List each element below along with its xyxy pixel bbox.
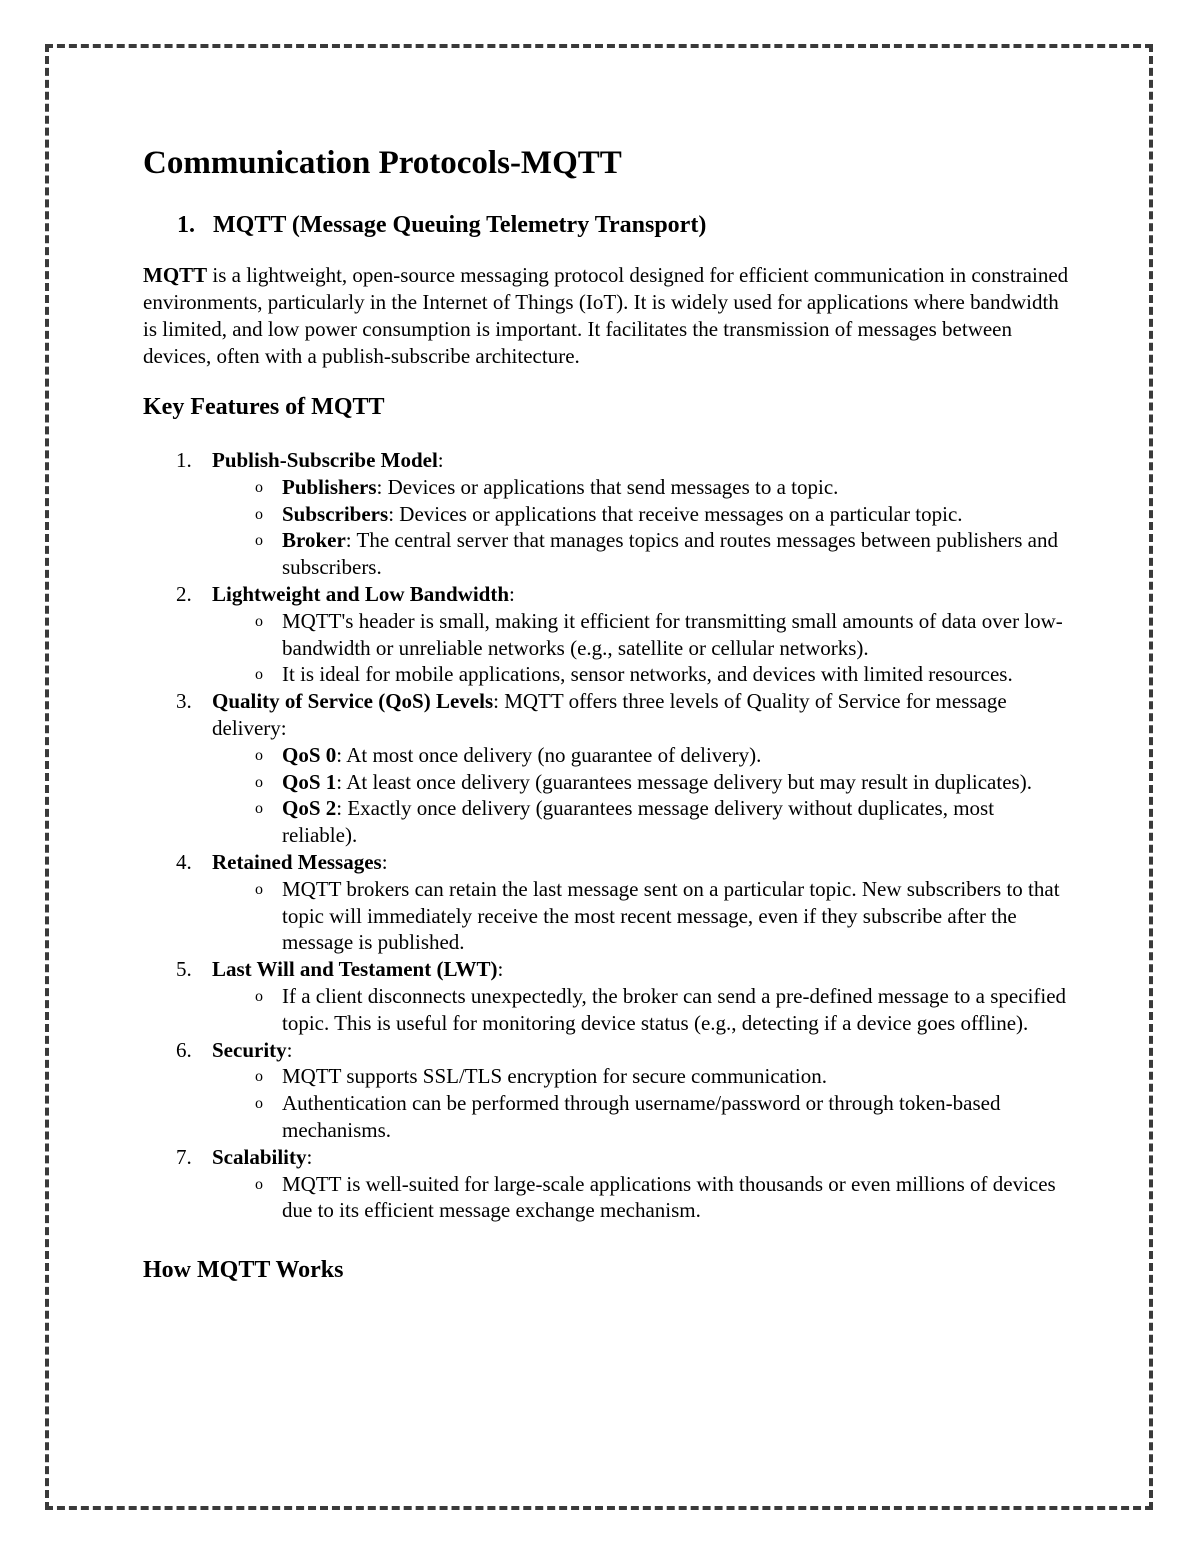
feature-title: Quality of Service (QoS) Levels [212,689,494,714]
feature-suffix: : [286,1037,293,1062]
bullet-circle-icon: o [255,800,263,818]
bullet-circle-icon: o [255,1175,263,1193]
bullet-item [212,608,1073,662]
feature-number: 6. [176,1037,192,1062]
feature-title: Retained Messages [212,849,382,874]
bullet-circle-icon: o [255,612,263,630]
feature-bullets [212,474,1073,581]
bullet-term: Publishers [282,474,377,499]
bullet-circle-icon: o [255,746,263,764]
bullet-item [212,661,1073,688]
feature-title: Security [212,1037,287,1062]
bullet-text: Authentication can be performed through username/password or through token-based mechanisms. [282,1091,1001,1142]
bullet-text: MQTT is well-suited for large-scale applications with thousands or even millions of devices due to its efficient message exchange mechanism. [282,1171,1056,1223]
bullet-circle-icon: o [255,505,263,523]
bullet-text: MQTT supports SSL/TLS encryption for secure communication. [282,1064,827,1089]
feature-item [143,581,1073,688]
feature-suffix: : [381,849,388,874]
feature-suffix: : [437,448,444,472]
bullet-term: QoS 2 [282,796,337,821]
feature-item [143,956,1073,1036]
intro-text: is a lightweight, open-source messaging protocol designed for efficient communication in constrained environments, particularly in the Internet of Things (IoT). It is widely used for applications where bandwidth is limited, and low power consumption is important. It facilitates the transmission of messages between devices, often with a publish-subscribe architecture. [143,263,1069,368]
bullet-term: Subscribers [282,501,389,526]
feature-suffix: : [509,581,515,606]
feature-title: Scalability [212,1144,307,1169]
bullet-item [212,795,1073,849]
bullet-item [212,742,1073,769]
section-title: MQTT (Message Queuing Telemetry Transport) [213,212,707,238]
feature-title: Publish-Subscribe Model [212,448,438,472]
bullet-text: : Exactly once delivery (guarantees message delivery without duplicates, most reliable). [282,796,995,848]
bullet-term: QoS 0 [282,742,337,767]
bullet-text: : At most once delivery (no guarantee of delivery). [336,742,762,767]
document-body [143,138,1073,1286]
feature-bullets [212,1063,1073,1143]
feature-suffix: : MQTT offers three levels of Quality of Service for message delivery: [212,689,1007,740]
feature-number: 4. [176,849,192,874]
bullet-text: : The central server that manages topics and routes messages between publishers and subscribers. [282,528,1058,580]
feature-suffix: : [497,957,504,982]
bullet-circle-icon: o [255,1068,263,1086]
bullet-text: MQTT brokers can retain the last message sent on a particular topic. New subscribers to that topic will immediately receive the most recent message, even if they subscribe after the message is published. [282,876,1060,955]
bullet-circle-icon: o [255,532,263,550]
feature-number: 1. [176,448,192,472]
bullet-text: : At least once delivery (guarantees message delivery but may result in duplicates). [336,769,1032,794]
bullet-circle-icon: o [255,773,263,791]
how-mqtt-works-heading: How MQTT Works [143,1257,344,1284]
feature-suffix: : [306,1144,313,1169]
bullet-circle-icon: o [255,880,263,898]
bullet-item [212,876,1073,956]
feature-title: Last Will and Testament (LWT) [212,957,498,982]
feature-item [143,1144,1073,1224]
bullet-item [212,1171,1073,1225]
bullet-text: If a client disconnects unexpectedly, the broker can send a pre-defined message to a specified topic. This is useful for monitoring device status (e.g., detecting if a device goes offline). [282,983,1067,1035]
bullet-text: MQTT's header is small, making it efficient for transmitting small amounts of data over low-bandwidth or unreliable networks (e.g., satellite or cellular networks). [282,608,1063,660]
feature-item [143,1037,1073,1144]
bullet-text: : Devices or applications that send messages to a topic. [376,474,839,499]
feature-bullets [212,876,1073,956]
feature-number: 5. [176,957,192,982]
bullet-circle-icon: o [255,478,263,496]
feature-item [143,447,1073,581]
intro-paragraph [143,262,1073,370]
bullet-item [212,1063,1073,1090]
bullet-item [212,501,1073,528]
bullet-circle-icon: o [255,666,263,684]
feature-item [143,849,1073,956]
feature-bullets [212,1171,1073,1225]
feature-bullets [212,742,1073,849]
bullet-term: Broker [282,528,346,553]
section-heading [177,208,1073,242]
bullet-item [212,1090,1073,1144]
feature-number: 3. [176,689,192,714]
section-number: 1. [177,212,195,238]
feature-number: 2. [176,581,192,606]
intro-bold-term: MQTT [143,263,208,287]
feature-title: Lightweight and Low Bandwidth [212,581,510,606]
bullet-item [212,527,1073,581]
bullet-text: : Devices or applications that receive messages on a particular topic. [388,501,963,526]
bullet-text: It is ideal for mobile applications, sensor networks, and devices with limited resources. [282,662,1013,687]
bullet-item [212,983,1073,1037]
feature-number: 7. [176,1144,192,1169]
feature-bullets [212,608,1073,688]
feature-item [143,688,1073,849]
key-features-heading: Key Features of MQTT [143,394,385,420]
bullet-circle-icon: o [255,987,263,1005]
bullet-item [212,474,1073,501]
features-list [143,447,1073,1224]
page-title: Communication Protocols-MQTT [143,145,622,181]
bullet-item [212,769,1073,796]
feature-bullets [212,983,1073,1037]
bullet-term: QoS 1 [282,769,337,794]
bullet-circle-icon: o [255,1095,263,1113]
